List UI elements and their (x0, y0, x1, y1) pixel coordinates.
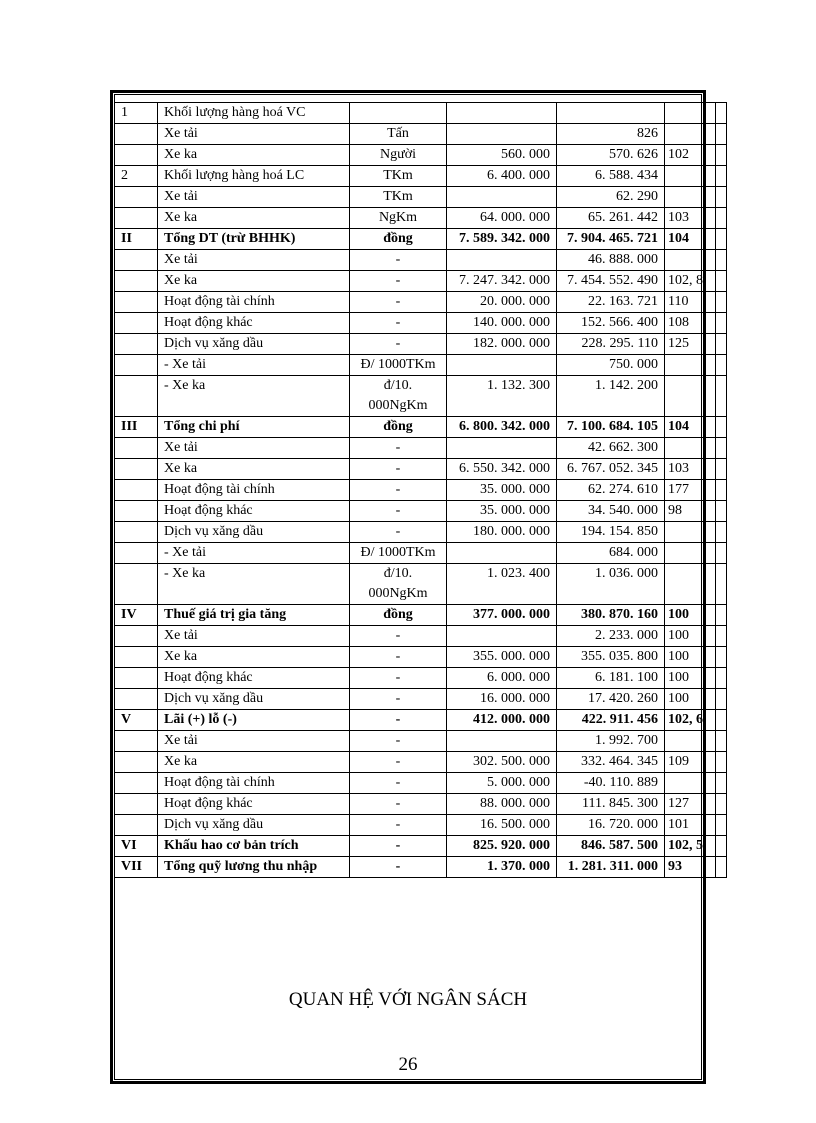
percent-cell: 104 (665, 229, 716, 250)
financial-table (114, 102, 727, 878)
item-name-cell: Xe tải (158, 731, 350, 752)
item-name-cell: Khấu hao cơ bản trích (158, 836, 350, 857)
item-name-cell: Dịch vụ xăng dầu (158, 334, 350, 355)
row-number-cell (115, 815, 158, 836)
blank-cell (716, 564, 727, 605)
blank-cell (716, 292, 727, 313)
unit-cell: - (350, 313, 447, 334)
blank-cell (716, 522, 727, 543)
row-number-cell (115, 501, 158, 522)
percent-cell: 93 (665, 857, 716, 878)
unit-cell: - (350, 773, 447, 794)
actual-value-cell: 22. 163. 721 (557, 292, 665, 313)
table-row (115, 522, 727, 543)
plan-value-cell: 412. 000. 000 (447, 710, 557, 731)
blank-cell (716, 313, 727, 334)
row-number-cell (115, 731, 158, 752)
item-name-cell: Hoạt động khác (158, 668, 350, 689)
item-name-cell: - Xe ka (158, 564, 350, 605)
table-row (115, 250, 727, 271)
row-number-cell (115, 522, 158, 543)
unit-cell: TKm (350, 187, 447, 208)
plan-value-cell: 355. 000. 000 (447, 647, 557, 668)
unit-cell: Người (350, 145, 447, 166)
unit-cell: đồng (350, 417, 447, 438)
table-row (115, 229, 727, 250)
plan-value-cell: 88. 000. 000 (447, 794, 557, 815)
plan-value-cell (447, 124, 557, 145)
row-number-cell (115, 313, 158, 334)
blank-cell (716, 480, 727, 501)
table-row (115, 145, 727, 166)
table-row (115, 417, 727, 438)
item-name-cell: Xe ka (158, 145, 350, 166)
row-number-cell (115, 250, 158, 271)
percent-cell: 100 (665, 626, 716, 647)
blank-cell (716, 857, 727, 878)
actual-value-cell: 65. 261. 442 (557, 208, 665, 229)
percent-cell (665, 731, 716, 752)
actual-value-cell (557, 103, 665, 124)
plan-value-cell: 6. 400. 000 (447, 166, 557, 187)
unit-cell (350, 103, 447, 124)
actual-value-cell: 194. 154. 850 (557, 522, 665, 543)
plan-value-cell: 560. 000 (447, 145, 557, 166)
unit-cell: - (350, 794, 447, 815)
blank-cell (716, 103, 727, 124)
blank-cell (716, 187, 727, 208)
actual-value-cell: 6. 767. 052. 345 (557, 459, 665, 480)
item-name-cell: Dịch vụ xăng dầu (158, 522, 350, 543)
table-row (115, 459, 727, 480)
blank-cell (716, 668, 727, 689)
unit-cell: - (350, 334, 447, 355)
plan-value-cell: 825. 920. 000 (447, 836, 557, 857)
unit-cell: - (350, 438, 447, 459)
row-number-cell (115, 794, 158, 815)
actual-value-cell: 17. 420. 260 (557, 689, 665, 710)
table-row (115, 103, 727, 124)
row-number-cell (115, 438, 158, 459)
actual-value-cell: 846. 587. 500 (557, 836, 665, 857)
blank-cell (716, 208, 727, 229)
row-number-cell: II (115, 229, 158, 250)
table-row (115, 543, 727, 564)
plan-value-cell: 377. 000. 000 (447, 605, 557, 626)
table-row (115, 689, 727, 710)
item-name-cell: Hoạt động khác (158, 501, 350, 522)
item-name-cell: Hoạt động tài chính (158, 292, 350, 313)
percent-cell: 109 (665, 752, 716, 773)
actual-value-cell: 1. 281. 311. 000 (557, 857, 665, 878)
blank-cell (716, 250, 727, 271)
plan-value-cell (447, 187, 557, 208)
actual-value-cell: 152. 566. 400 (557, 313, 665, 334)
table-row (115, 166, 727, 187)
actual-value-cell: 332. 464. 345 (557, 752, 665, 773)
percent-cell: 177 (665, 480, 716, 501)
percent-cell: 103 (665, 208, 716, 229)
unit-cell: - (350, 689, 447, 710)
row-number-cell (115, 145, 158, 166)
blank-cell (716, 689, 727, 710)
table-row (115, 752, 727, 773)
unit-cell: - (350, 857, 447, 878)
percent-cell (665, 438, 716, 459)
unit-cell: - (350, 647, 447, 668)
actual-value-cell: 6. 181. 100 (557, 668, 665, 689)
blank-cell (716, 438, 727, 459)
table-row (115, 668, 727, 689)
percent-cell: 100 (665, 668, 716, 689)
table-row (115, 626, 727, 647)
plan-value-cell (447, 103, 557, 124)
plan-value-cell: 1. 132. 300 (447, 376, 557, 417)
actual-value-cell: 111. 845. 300 (557, 794, 665, 815)
row-number-cell (115, 208, 158, 229)
blank-cell (716, 626, 727, 647)
plan-value-cell: 7. 247. 342. 000 (447, 271, 557, 292)
item-name-cell: Hoạt động khác (158, 794, 350, 815)
table-row (115, 124, 727, 145)
blank-cell (716, 752, 727, 773)
unit-cell: - (350, 668, 447, 689)
row-number-cell (115, 773, 158, 794)
row-number-cell (115, 480, 158, 501)
plan-value-cell: 1. 023. 400 (447, 564, 557, 605)
plan-value-cell: 6. 550. 342. 000 (447, 459, 557, 480)
item-name-cell: Dịch vụ xăng dầu (158, 689, 350, 710)
row-number-cell (115, 668, 158, 689)
row-number-cell (115, 355, 158, 376)
unit-cell: đồng (350, 605, 447, 626)
row-number-cell (115, 543, 158, 564)
unit-cell: - (350, 815, 447, 836)
table-row (115, 605, 727, 626)
blank-cell (716, 271, 727, 292)
table-row (115, 438, 727, 459)
percent-cell (665, 543, 716, 564)
percent-cell: 98 (665, 501, 716, 522)
item-name-cell: Lãi (+) lỗ (-) (158, 710, 350, 731)
page-number: 26 (398, 1054, 418, 1075)
item-name-cell: - Xe tải (158, 543, 350, 564)
blank-cell (716, 605, 727, 626)
plan-value-cell (447, 355, 557, 376)
item-name-cell: Xe ka (158, 752, 350, 773)
unit-cell: Tấn (350, 124, 447, 145)
unit-cell: - (350, 731, 447, 752)
unit-cell: - (350, 501, 447, 522)
blank-cell (716, 647, 727, 668)
blank-cell (716, 794, 727, 815)
item-name-cell: Xe tải (158, 438, 350, 459)
blank-cell (716, 501, 727, 522)
blank-cell (716, 836, 727, 857)
item-name-cell: Hoạt động tài chính (158, 480, 350, 501)
actual-value-cell: 355. 035. 800 (557, 647, 665, 668)
item-name-cell: Xe ka (158, 271, 350, 292)
actual-value-cell: 6. 588. 434 (557, 166, 665, 187)
table-row (115, 647, 727, 668)
table-row (115, 271, 727, 292)
item-name-cell: Xe ka (158, 208, 350, 229)
plan-value-cell: 6. 800. 342. 000 (447, 417, 557, 438)
blank-cell (716, 166, 727, 187)
actual-value-cell: 750. 000 (557, 355, 665, 376)
row-number-cell: IV (115, 605, 158, 626)
percent-cell (665, 522, 716, 543)
blank-cell (716, 543, 727, 564)
percent-cell: 103 (665, 459, 716, 480)
actual-value-cell: -40. 110. 889 (557, 773, 665, 794)
table-row (115, 501, 727, 522)
plan-value-cell (447, 731, 557, 752)
plan-value-cell (447, 626, 557, 647)
actual-value-cell: 62. 274. 610 (557, 480, 665, 501)
item-name-cell: Hoạt động khác (158, 313, 350, 334)
plan-value-cell: 35. 000. 000 (447, 501, 557, 522)
plan-value-cell (447, 250, 557, 271)
item-name-cell: Xe ka (158, 459, 350, 480)
table-row (115, 187, 727, 208)
blank-cell (716, 124, 727, 145)
actual-value-cell: 422. 911. 456 (557, 710, 665, 731)
row-number-cell (115, 271, 158, 292)
row-number-cell: 2 (115, 166, 158, 187)
plan-value-cell: 180. 000. 000 (447, 522, 557, 543)
unit-cell: - (350, 250, 447, 271)
item-name-cell: Tổng chi phí (158, 417, 350, 438)
row-number-cell: VI (115, 836, 158, 857)
unit-cell: - (350, 459, 447, 480)
table-row (115, 857, 727, 878)
row-number-cell: III (115, 417, 158, 438)
percent-cell (665, 103, 716, 124)
item-name-cell: Khối lượng hàng hoá LC (158, 166, 350, 187)
unit-cell: - (350, 836, 447, 857)
percent-cell (665, 564, 716, 605)
percent-cell: 101 (665, 815, 716, 836)
item-name-cell: Khối lượng hàng hoá VC (158, 103, 350, 124)
row-number-cell (115, 334, 158, 355)
table-row (115, 313, 727, 334)
percent-cell (665, 250, 716, 271)
item-name-cell: - Xe tải (158, 355, 350, 376)
plan-value-cell: 64. 000. 000 (447, 208, 557, 229)
table-row (115, 794, 727, 815)
plan-value-cell: 20. 000. 000 (447, 292, 557, 313)
row-number-cell: 1 (115, 103, 158, 124)
actual-value-cell: 1. 036. 000 (557, 564, 665, 605)
unit-cell: đ/10. 000NgKm (350, 376, 447, 417)
blank-cell (716, 710, 727, 731)
unit-cell: - (350, 292, 447, 313)
item-name-cell: Tổng quỹ lương thu nhập (158, 857, 350, 878)
row-number-cell (115, 459, 158, 480)
actual-value-cell: 1. 142. 200 (557, 376, 665, 417)
unit-cell: - (350, 480, 447, 501)
plan-value-cell (447, 543, 557, 564)
actual-value-cell: 2. 233. 000 (557, 626, 665, 647)
percent-cell (665, 355, 716, 376)
percent-cell (665, 376, 716, 417)
percent-cell: 102, 8 (665, 271, 716, 292)
percent-cell: 100 (665, 689, 716, 710)
table-row (115, 292, 727, 313)
row-number-cell: V (115, 710, 158, 731)
row-number-cell (115, 292, 158, 313)
actual-value-cell: 42. 662. 300 (557, 438, 665, 459)
percent-cell (665, 124, 716, 145)
unit-cell: - (350, 710, 447, 731)
item-name-cell: Tổng DT (trừ BHHK) (158, 229, 350, 250)
table-row (115, 355, 727, 376)
item-name-cell: Xe tải (158, 250, 350, 271)
percent-cell: 125 (665, 334, 716, 355)
row-number-cell (115, 647, 158, 668)
table-row (115, 480, 727, 501)
unit-cell: - (350, 271, 447, 292)
blank-cell (716, 376, 727, 417)
actual-value-cell: 62. 290 (557, 187, 665, 208)
unit-cell: - (350, 752, 447, 773)
row-number-cell (115, 124, 158, 145)
plan-value-cell: 35. 000. 000 (447, 480, 557, 501)
row-number-cell (115, 752, 158, 773)
blank-cell (716, 815, 727, 836)
blank-cell (716, 459, 727, 480)
row-number-cell (115, 564, 158, 605)
row-number-cell (115, 187, 158, 208)
actual-value-cell: 684. 000 (557, 543, 665, 564)
actual-value-cell: 228. 295. 110 (557, 334, 665, 355)
item-name-cell: Xe tải (158, 626, 350, 647)
actual-value-cell: 16. 720. 000 (557, 815, 665, 836)
table-row (115, 208, 727, 229)
plan-value-cell: 16. 000. 000 (447, 689, 557, 710)
percent-cell: 110 (665, 292, 716, 313)
plan-value-cell: 1. 370. 000 (447, 857, 557, 878)
plan-value-cell: 140. 000. 000 (447, 313, 557, 334)
blank-cell (716, 773, 727, 794)
blank-cell (716, 145, 727, 166)
blank-cell (716, 355, 727, 376)
actual-value-cell: 46. 888. 000 (557, 250, 665, 271)
percent-cell: 100 (665, 605, 716, 626)
plan-value-cell: 6. 000. 000 (447, 668, 557, 689)
plan-value-cell: 7. 589. 342. 000 (447, 229, 557, 250)
percent-cell (665, 166, 716, 187)
blank-cell (716, 334, 727, 355)
plan-value-cell: 5. 000. 000 (447, 773, 557, 794)
item-name-cell: Dịch vụ xăng dầu (158, 815, 350, 836)
percent-cell: 102 (665, 145, 716, 166)
row-number-cell (115, 626, 158, 647)
item-name-cell: Thuế giá trị gia tăng (158, 605, 350, 626)
actual-value-cell: 7. 454. 552. 490 (557, 271, 665, 292)
unit-cell: đ/10. 000NgKm (350, 564, 447, 605)
actual-value-cell: 1. 992. 700 (557, 731, 665, 752)
table-row (115, 564, 727, 605)
row-number-cell (115, 376, 158, 417)
unit-cell: - (350, 626, 447, 647)
plan-value-cell: 182. 000. 000 (447, 334, 557, 355)
item-name-cell: Xe ka (158, 647, 350, 668)
actual-value-cell: 380. 870. 160 (557, 605, 665, 626)
actual-value-cell: 7. 100. 684. 105 (557, 417, 665, 438)
plan-value-cell: 302. 500. 000 (447, 752, 557, 773)
table-row (115, 710, 727, 731)
percent-cell: 104 (665, 417, 716, 438)
percent-cell: 127 (665, 794, 716, 815)
table-row (115, 836, 727, 857)
plan-value-cell: 16. 500. 000 (447, 815, 557, 836)
blank-cell (716, 417, 727, 438)
financial-table-body (115, 103, 727, 878)
actual-value-cell: 570. 626 (557, 145, 665, 166)
percent-cell: 100 (665, 647, 716, 668)
table-row (115, 731, 727, 752)
table-row (115, 376, 727, 417)
unit-cell: Đ/ 1000TKm (350, 543, 447, 564)
table-row (115, 815, 727, 836)
item-name-cell: Xe tải (158, 187, 350, 208)
row-number-cell: VII (115, 857, 158, 878)
percent-cell: 102, 5 (665, 836, 716, 857)
unit-cell: NgKm (350, 208, 447, 229)
unit-cell: TKm (350, 166, 447, 187)
plan-value-cell (447, 438, 557, 459)
row-number-cell (115, 689, 158, 710)
actual-value-cell: 7. 904. 465. 721 (557, 229, 665, 250)
percent-cell (665, 187, 716, 208)
blank-cell (716, 229, 727, 250)
blank-cell (716, 731, 727, 752)
table-row (115, 773, 727, 794)
table-row (115, 334, 727, 355)
actual-value-cell: 34. 540. 000 (557, 501, 665, 522)
item-name-cell: Hoạt động tài chính (158, 773, 350, 794)
unit-cell: - (350, 522, 447, 543)
percent-cell: 108 (665, 313, 716, 334)
section-title: QUAN HỆ VỚI NGÂN SÁCH (288, 989, 528, 1010)
item-name-cell: Xe tải (158, 124, 350, 145)
unit-cell: đồng (350, 229, 447, 250)
percent-cell: 102, 6 (665, 710, 716, 731)
unit-cell: Đ/ 1000TKm (350, 355, 447, 376)
percent-cell (665, 773, 716, 794)
actual-value-cell: 826 (557, 124, 665, 145)
item-name-cell: - Xe ka (158, 376, 350, 417)
